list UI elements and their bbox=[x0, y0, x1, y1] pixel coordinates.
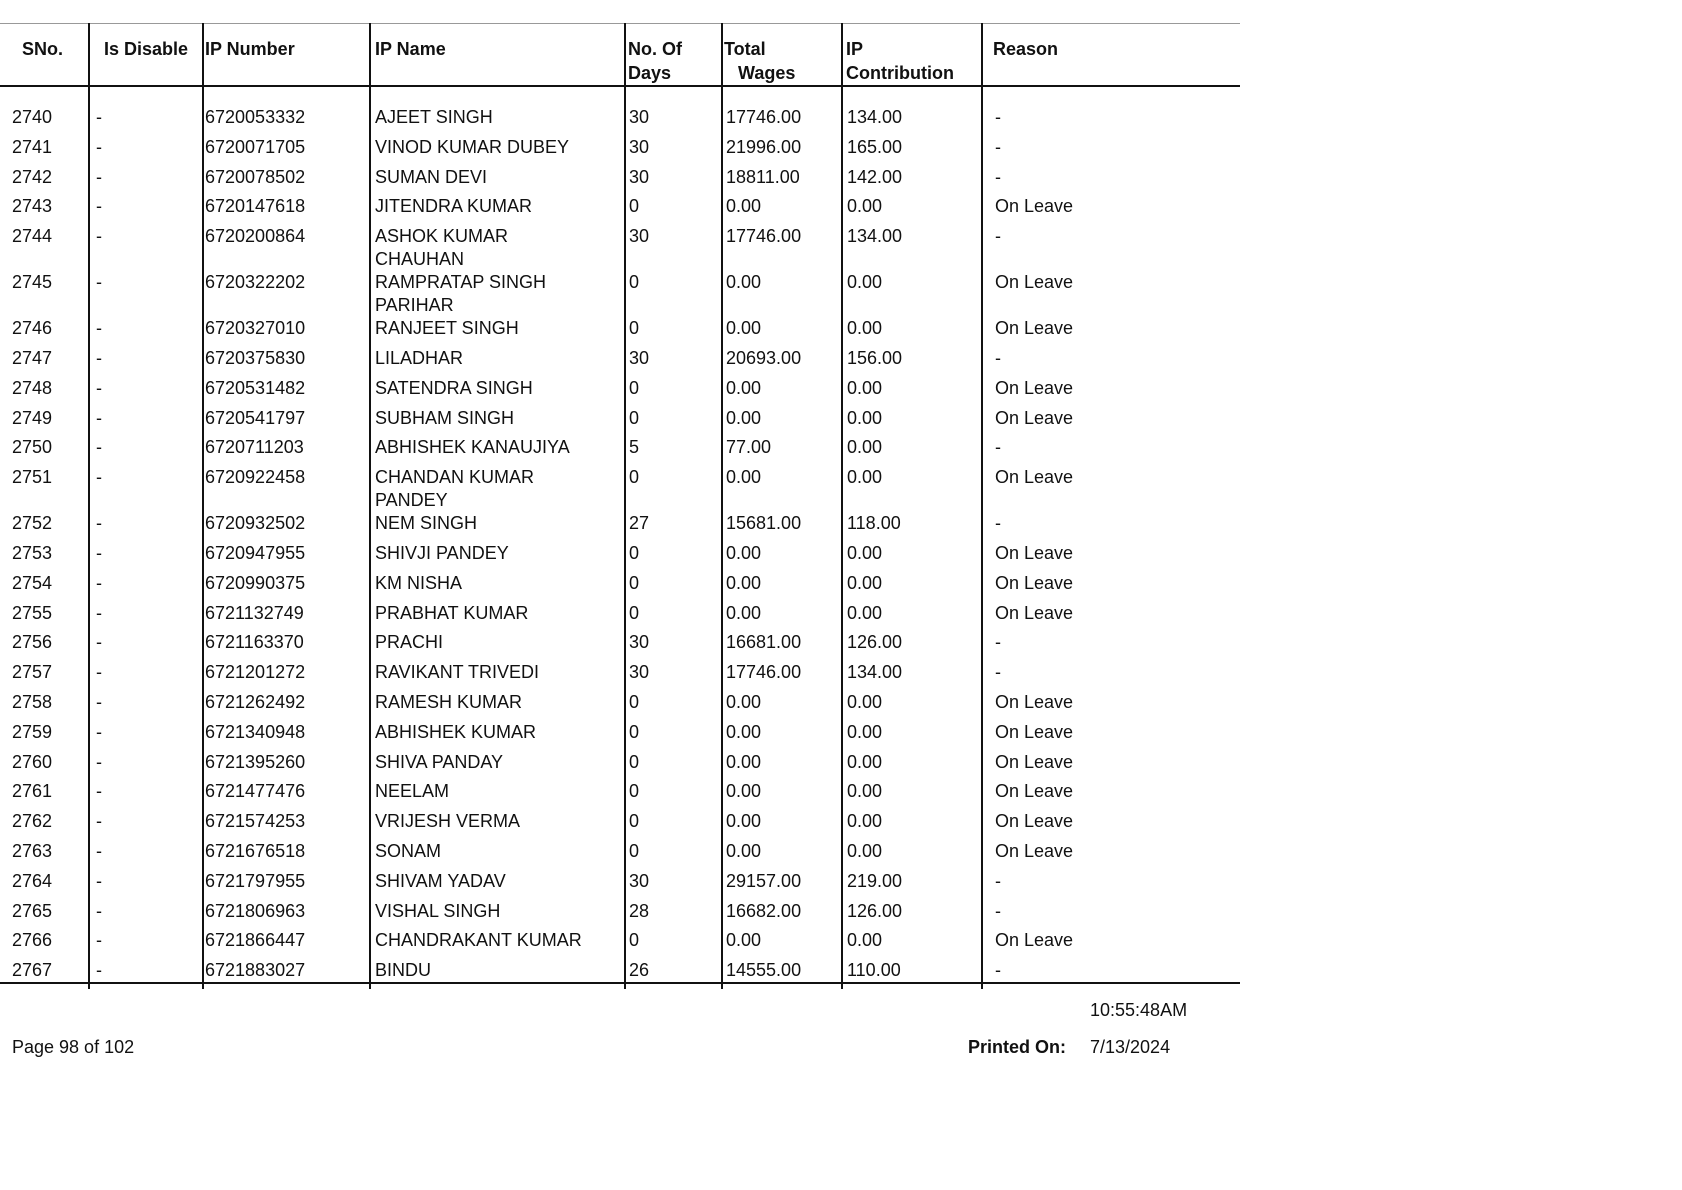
cell-ip-contribution: 0.00 bbox=[847, 543, 883, 563]
cell-ip-name: ABHISHEK KUMAR bbox=[375, 721, 537, 742]
cell-ip-name: VINOD KUMAR DUBEY bbox=[375, 136, 570, 157]
cell-ip-number: 6720990375 bbox=[205, 572, 306, 593]
column-divider bbox=[624, 23, 626, 989]
cell-is-disable: - bbox=[96, 632, 102, 653]
column-divider bbox=[981, 23, 983, 989]
cell-no-of-days: 0 bbox=[629, 196, 640, 217]
cell-reason: - bbox=[995, 166, 1001, 187]
cell-ip-name: BINDU bbox=[375, 960, 432, 981]
cell-total-wages: 17746.00 bbox=[726, 107, 802, 127]
cell-ip-name: ASHOK KUMAR CHAUHAN bbox=[375, 226, 509, 270]
cell-total-wages: 16681.00 bbox=[726, 632, 802, 653]
cell-reason: On Leave bbox=[995, 692, 1074, 712]
cell-is-disable: - bbox=[96, 751, 102, 772]
cell-sno: 2750 bbox=[12, 437, 53, 458]
printed-on-label: Printed On: bbox=[968, 1037, 1066, 1057]
cell-sno: 2740 bbox=[12, 107, 53, 127]
header-no-of-days: No. Of Days bbox=[628, 39, 682, 83]
cell-ip-number: 6721477476 bbox=[205, 781, 306, 802]
column-divider bbox=[369, 23, 371, 989]
cell-no-of-days: 0 bbox=[629, 407, 640, 428]
cell-ip-contribution: 165.00 bbox=[847, 136, 903, 157]
cell-ip-name: PRABHAT KUMAR bbox=[375, 602, 529, 623]
cell-ip-number: 6720375830 bbox=[205, 348, 306, 368]
cell-sno: 2749 bbox=[12, 407, 53, 428]
cell-total-wages: 0.00 bbox=[726, 467, 762, 488]
cell-total-wages: 29157.00 bbox=[726, 870, 802, 891]
cell-no-of-days: 0 bbox=[629, 811, 640, 832]
cell-no-of-days: 0 bbox=[629, 781, 640, 802]
cell-ip-name: KM NISHA bbox=[375, 572, 463, 593]
cell-ip-number: 6721201272 bbox=[205, 662, 306, 683]
cell-is-disable: - bbox=[96, 437, 102, 458]
cell-sno: 2759 bbox=[12, 721, 53, 742]
cell-reason: - bbox=[995, 136, 1001, 157]
header-reason: Reason bbox=[993, 39, 1059, 59]
cell-ip-number: 6720947955 bbox=[205, 543, 306, 563]
cell-sno: 2747 bbox=[12, 348, 53, 368]
cell-reason: On Leave bbox=[995, 318, 1074, 339]
header-bottom-border bbox=[0, 85, 1240, 87]
cell-ip-name: CHANDRAKANT KUMAR bbox=[375, 930, 582, 951]
cell-total-wages: 0.00 bbox=[726, 781, 762, 802]
column-divider bbox=[721, 23, 723, 989]
cell-sno: 2748 bbox=[12, 377, 53, 398]
cell-sno: 2745 bbox=[12, 272, 53, 293]
cell-ip-contribution: 0.00 bbox=[847, 437, 883, 458]
cell-ip-number: 6720327010 bbox=[205, 318, 306, 339]
cell-is-disable: - bbox=[96, 136, 102, 157]
table-bottom-border bbox=[0, 982, 1240, 984]
cell-ip-contribution: 142.00 bbox=[847, 166, 903, 187]
cell-sno: 2742 bbox=[12, 166, 53, 187]
cell-ip-contribution: 0.00 bbox=[847, 811, 883, 832]
header-ip-contribution: IP Contribution bbox=[846, 39, 954, 83]
header-sno: SNo. bbox=[22, 39, 64, 59]
cell-ip-number: 6721262492 bbox=[205, 692, 306, 712]
cell-reason: - bbox=[995, 226, 1001, 247]
cell-ip-contribution: 0.00 bbox=[847, 196, 883, 217]
cell-sno: 2753 bbox=[12, 543, 53, 563]
cell-ip-name: SATENDRA SINGH bbox=[375, 377, 533, 398]
cell-sno: 2764 bbox=[12, 870, 53, 891]
cell-reason: On Leave bbox=[995, 930, 1074, 951]
cell-no-of-days: 0 bbox=[629, 377, 640, 398]
cell-ip-number: 6720711203 bbox=[205, 437, 304, 458]
cell-total-wages: 20693.00 bbox=[726, 348, 802, 368]
cell-ip-name: NEELAM bbox=[375, 781, 450, 802]
cell-ip-contribution: 0.00 bbox=[847, 602, 883, 623]
cell-reason: - bbox=[995, 348, 1001, 368]
cell-no-of-days: 0 bbox=[629, 572, 640, 593]
cell-total-wages: 0.00 bbox=[726, 407, 762, 428]
cell-ip-number: 6720922458 bbox=[205, 467, 306, 488]
cell-total-wages: 16682.00 bbox=[726, 900, 802, 921]
cell-total-wages: 17746.00 bbox=[726, 662, 802, 683]
cell-total-wages: 0.00 bbox=[726, 930, 762, 951]
cell-reason: - bbox=[995, 662, 1001, 683]
cell-ip-contribution: 0.00 bbox=[847, 781, 883, 802]
cell-is-disable: - bbox=[96, 572, 102, 593]
cell-ip-number: 6721132749 bbox=[205, 602, 304, 623]
cell-total-wages: 17746.00 bbox=[726, 226, 802, 247]
cell-ip-contribution: 126.00 bbox=[847, 900, 903, 921]
cell-ip-contribution: 156.00 bbox=[847, 348, 903, 368]
cell-is-disable: - bbox=[96, 513, 102, 534]
cell-sno: 2754 bbox=[12, 572, 53, 593]
cell-is-disable: - bbox=[96, 318, 102, 339]
cell-total-wages: 0.00 bbox=[726, 751, 762, 772]
cell-sno: 2756 bbox=[12, 632, 53, 653]
cell-total-wages: 0.00 bbox=[726, 602, 762, 623]
cell-total-wages: 0.00 bbox=[726, 721, 762, 742]
cell-ip-contribution: 0.00 bbox=[847, 751, 883, 772]
cell-ip-contribution: 219.00 bbox=[847, 870, 903, 891]
cell-ip-name: VRIJESH VERMA bbox=[375, 811, 521, 832]
cell-is-disable: - bbox=[96, 166, 102, 187]
column-divider bbox=[88, 23, 90, 989]
cell-no-of-days: 0 bbox=[629, 751, 640, 772]
cell-is-disable: - bbox=[96, 226, 102, 247]
cell-ip-name: AJEET SINGH bbox=[375, 107, 493, 127]
cell-no-of-days: 0 bbox=[629, 467, 640, 488]
cell-no-of-days: 0 bbox=[629, 318, 640, 339]
cell-ip-contribution: 0.00 bbox=[847, 721, 883, 742]
cell-reason: On Leave bbox=[995, 811, 1074, 832]
cell-reason: On Leave bbox=[995, 572, 1074, 593]
cell-reason: - bbox=[995, 107, 1001, 127]
cell-is-disable: - bbox=[96, 960, 102, 981]
cell-sno: 2751 bbox=[12, 467, 53, 488]
cell-sno: 2766 bbox=[12, 930, 53, 951]
cell-no-of-days: 26 bbox=[629, 960, 650, 981]
cell-reason: On Leave bbox=[995, 377, 1074, 398]
cell-reason: On Leave bbox=[995, 602, 1074, 623]
cell-is-disable: - bbox=[96, 841, 102, 861]
cell-ip-number: 6721866447 bbox=[205, 930, 306, 951]
cell-total-wages: 0.00 bbox=[726, 841, 762, 861]
cell-no-of-days: 30 bbox=[629, 136, 650, 157]
cell-total-wages: 0.00 bbox=[726, 377, 762, 398]
cell-ip-number: 6721676518 bbox=[205, 841, 306, 861]
printed-on-date: 7/13/2024 bbox=[1090, 1037, 1171, 1057]
cell-sno: 2763 bbox=[12, 841, 53, 861]
cell-is-disable: - bbox=[96, 348, 102, 368]
cell-ip-contribution: 0.00 bbox=[847, 692, 883, 712]
cell-ip-contribution: 110.00 bbox=[847, 960, 901, 981]
cell-total-wages: 0.00 bbox=[726, 811, 762, 832]
cell-reason: On Leave bbox=[995, 407, 1074, 428]
cell-ip-number: 6721574253 bbox=[205, 811, 306, 832]
cell-reason: - bbox=[995, 513, 1001, 534]
cell-is-disable: - bbox=[96, 900, 102, 921]
cell-ip-name: SHIVAM YADAV bbox=[375, 870, 506, 891]
cell-sno: 2741 bbox=[12, 136, 53, 157]
cell-is-disable: - bbox=[96, 602, 102, 623]
cell-is-disable: - bbox=[96, 377, 102, 398]
cell-sno: 2758 bbox=[12, 692, 53, 712]
cell-ip-number: 6721806963 bbox=[205, 900, 306, 921]
cell-is-disable: - bbox=[96, 811, 102, 832]
cell-reason: On Leave bbox=[995, 196, 1074, 217]
cell-ip-name: RAMESH KUMAR bbox=[375, 692, 523, 712]
cell-ip-number: 6721340948 bbox=[205, 721, 306, 742]
cell-no-of-days: 30 bbox=[629, 107, 650, 127]
cell-ip-number: 6721883027 bbox=[205, 960, 306, 981]
cell-sno: 2743 bbox=[12, 196, 53, 217]
cell-ip-number: 6720322202 bbox=[205, 272, 306, 293]
cell-reason: On Leave bbox=[995, 751, 1074, 772]
cell-is-disable: - bbox=[96, 870, 102, 891]
cell-total-wages: 0.00 bbox=[726, 196, 762, 217]
cell-total-wages: 0.00 bbox=[726, 272, 762, 293]
cell-total-wages: 0.00 bbox=[726, 543, 762, 563]
cell-no-of-days: 5 bbox=[629, 437, 640, 458]
header-ip-name: IP Name bbox=[375, 39, 446, 59]
cell-no-of-days: 0 bbox=[629, 721, 640, 742]
cell-reason: On Leave bbox=[995, 543, 1074, 563]
cell-no-of-days: 0 bbox=[629, 602, 640, 623]
cell-total-wages: 0.00 bbox=[726, 318, 762, 339]
cell-ip-number: 6721163370 bbox=[205, 632, 304, 653]
cell-is-disable: - bbox=[96, 692, 102, 712]
cell-no-of-days: 30 bbox=[629, 632, 650, 653]
cell-sno: 2752 bbox=[12, 513, 53, 534]
cell-ip-name: NEM SINGH bbox=[375, 513, 478, 534]
cell-ip-contribution: 0.00 bbox=[847, 318, 883, 339]
header-ip-number: IP Number bbox=[205, 39, 295, 59]
cell-ip-number: 6720071705 bbox=[205, 136, 306, 157]
cell-sno: 2746 bbox=[12, 318, 53, 339]
cell-ip-name: ABHISHEK KANAUJIYA bbox=[375, 437, 570, 458]
table-top-border bbox=[0, 23, 1240, 24]
cell-reason: - bbox=[995, 437, 1001, 458]
cell-ip-name: SHIVJI PANDEY bbox=[375, 543, 509, 563]
cell-reason: - bbox=[995, 632, 1001, 653]
cell-sno: 2760 bbox=[12, 751, 53, 772]
cell-reason: On Leave bbox=[995, 721, 1074, 742]
cell-no-of-days: 30 bbox=[629, 226, 650, 247]
cell-is-disable: - bbox=[96, 407, 102, 428]
cell-is-disable: - bbox=[96, 930, 102, 951]
cell-reason: On Leave bbox=[995, 841, 1074, 861]
cell-ip-name: PRACHI bbox=[375, 632, 444, 653]
cell-total-wages: 21996.00 bbox=[726, 136, 802, 157]
cell-total-wages: 18811.00 bbox=[726, 166, 800, 187]
cell-sno: 2757 bbox=[12, 662, 53, 683]
cell-ip-number: 6720541797 bbox=[205, 407, 306, 428]
cell-total-wages: 15681.00 bbox=[726, 513, 802, 534]
cell-ip-number: 6720200864 bbox=[205, 226, 306, 247]
cell-is-disable: - bbox=[96, 467, 102, 488]
cell-no-of-days: 28 bbox=[629, 900, 650, 921]
cell-reason: - bbox=[995, 870, 1001, 891]
cell-ip-number: 6721797955 bbox=[205, 870, 306, 891]
column-divider bbox=[841, 23, 843, 989]
cell-is-disable: - bbox=[96, 721, 102, 742]
cell-is-disable: - bbox=[96, 662, 102, 683]
cell-ip-contribution: 0.00 bbox=[847, 841, 883, 861]
cell-ip-name: RAVIKANT TRIVEDI bbox=[375, 662, 540, 683]
cell-sno: 2744 bbox=[12, 226, 53, 247]
header-is-disable: Is Disable bbox=[104, 39, 189, 59]
cell-ip-number: 6720053332 bbox=[205, 107, 306, 127]
cell-ip-name: SONAM bbox=[375, 841, 442, 861]
cell-sno: 2762 bbox=[12, 811, 53, 832]
cell-no-of-days: 0 bbox=[629, 841, 640, 861]
header-total-wages: Total Wages bbox=[724, 39, 796, 83]
cell-ip-name: RAMPRATAP SINGH PARIHAR bbox=[375, 272, 547, 316]
cell-ip-number: 6720932502 bbox=[205, 513, 306, 534]
cell-ip-contribution: 134.00 bbox=[847, 662, 903, 683]
cell-ip-name: SUMAN DEVI bbox=[375, 166, 488, 187]
cell-reason: - bbox=[995, 960, 1001, 981]
cell-ip-contribution: 118.00 bbox=[847, 513, 901, 534]
cell-ip-contribution: 0.00 bbox=[847, 407, 883, 428]
print-time: 10:55:48AM bbox=[1090, 1000, 1188, 1020]
cell-ip-name: VISHAL SINGH bbox=[375, 900, 501, 921]
cell-is-disable: - bbox=[96, 196, 102, 217]
cell-no-of-days: 30 bbox=[629, 870, 650, 891]
page-number: Page 98 of 102 bbox=[12, 1037, 135, 1057]
cell-ip-number: 6720078502 bbox=[205, 166, 306, 187]
cell-ip-name: RANJEET SINGH bbox=[375, 318, 519, 339]
column-divider bbox=[202, 23, 204, 989]
cell-ip-contribution: 134.00 bbox=[847, 226, 903, 247]
cell-ip-number: 6720147618 bbox=[205, 196, 306, 217]
cell-sno: 2755 bbox=[12, 602, 53, 623]
cell-reason: On Leave bbox=[995, 467, 1074, 488]
cell-is-disable: - bbox=[96, 272, 102, 293]
cell-is-disable: - bbox=[96, 107, 102, 127]
cell-ip-contribution: 134.00 bbox=[847, 107, 903, 127]
cell-ip-contribution: 0.00 bbox=[847, 377, 883, 398]
cell-no-of-days: 0 bbox=[629, 930, 640, 951]
cell-ip-contribution: 126.00 bbox=[847, 632, 903, 653]
cell-no-of-days: 0 bbox=[629, 272, 640, 293]
cell-no-of-days: 30 bbox=[629, 166, 650, 187]
cell-no-of-days: 0 bbox=[629, 692, 640, 712]
cell-ip-name: SHIVA PANDAY bbox=[375, 751, 504, 772]
cell-is-disable: - bbox=[96, 781, 102, 802]
cell-no-of-days: 30 bbox=[629, 348, 650, 368]
cell-no-of-days: 30 bbox=[629, 662, 650, 683]
cell-sno: 2767 bbox=[12, 960, 53, 981]
cell-sno: 2765 bbox=[12, 900, 53, 921]
cell-ip-name: LILADHAR bbox=[375, 348, 464, 368]
cell-total-wages: 0.00 bbox=[726, 692, 762, 712]
cell-no-of-days: 27 bbox=[629, 513, 650, 534]
cell-ip-contribution: 0.00 bbox=[847, 572, 883, 593]
cell-ip-contribution: 0.00 bbox=[847, 467, 883, 488]
cell-ip-name: JITENDRA KUMAR bbox=[375, 196, 533, 217]
cell-ip-contribution: 0.00 bbox=[847, 930, 883, 951]
cell-reason: - bbox=[995, 900, 1001, 921]
cell-sno: 2761 bbox=[12, 781, 53, 802]
cell-ip-name: SUBHAM SINGH bbox=[375, 407, 515, 428]
cell-total-wages: 0.00 bbox=[726, 572, 762, 593]
cell-reason: On Leave bbox=[995, 781, 1074, 802]
cell-ip-name: CHANDAN KUMAR PANDEY bbox=[375, 467, 535, 511]
cell-ip-number: 6720531482 bbox=[205, 377, 306, 398]
cell-no-of-days: 0 bbox=[629, 543, 640, 563]
cell-ip-number: 6721395260 bbox=[205, 751, 306, 772]
cell-ip-contribution: 0.00 bbox=[847, 272, 883, 293]
cell-is-disable: - bbox=[96, 543, 102, 563]
cell-reason: On Leave bbox=[995, 272, 1074, 293]
cell-total-wages: 77.00 bbox=[726, 437, 772, 458]
cell-total-wages: 14555.00 bbox=[726, 960, 802, 981]
